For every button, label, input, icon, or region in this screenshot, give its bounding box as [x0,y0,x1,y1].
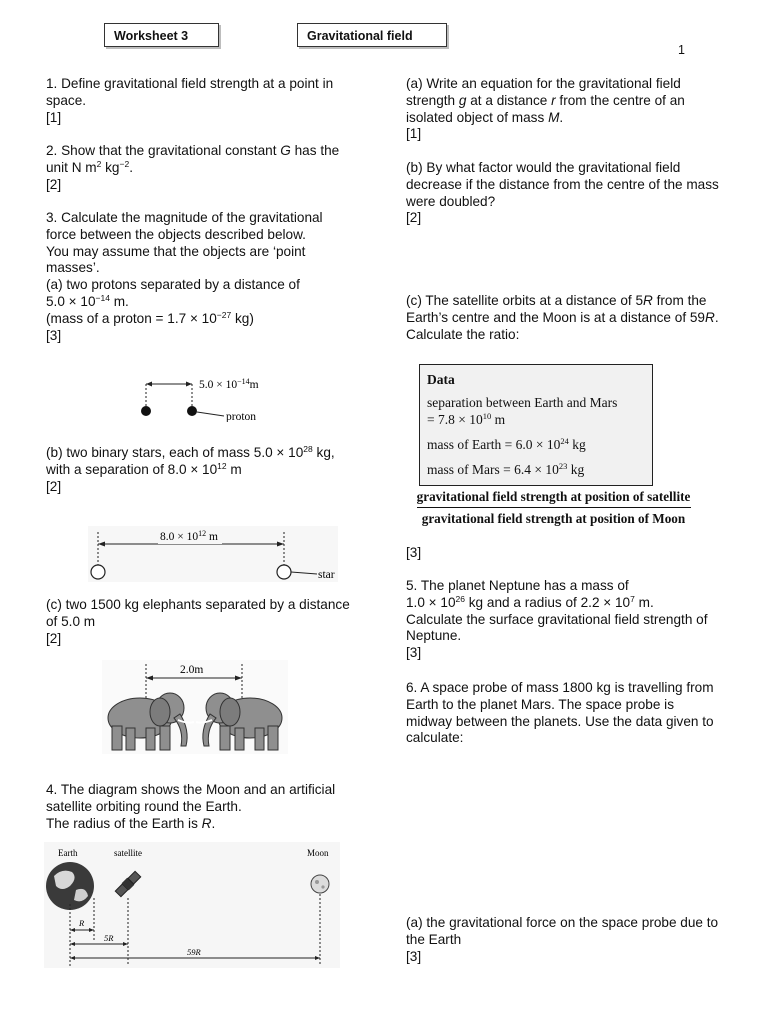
q2-marks: [2] [46,176,62,192]
q2-text: 2. Show that the gravitational constant G has the unit N $m^2$ $kg^{-2}$. [46,143,340,175]
question-4c [406,293,724,343]
ratio-fraction-bar [417,507,691,508]
star-1 [91,565,105,579]
ratio-numerator: gravitational field strength at position of satellite [416,489,691,504]
topic-label: Gravitational field [307,29,413,43]
q3b-marks: [2] [46,478,62,494]
question-4b [406,160,724,227]
elephants-distance-label: 2.0m [180,664,204,676]
q3-intro: 3. Calculate the magnitude of the gravitational force between the objects described below. [46,210,323,242]
moon-icon [311,875,329,893]
q5-line3: Calculate the surface gravitational field strength of Neptune. [406,611,708,644]
q5-line1: 5. The planet Neptune has a mass of [406,578,629,593]
elephant-left [108,693,194,750]
data-separation-line1: separation between Earth and Mars [427,395,618,410]
q1-marks: [1] [46,109,62,125]
protons-distance-label: $5.0 \times 10^{-14}m$ [199,377,259,391]
worksheet-label: Worksheet 3 [114,29,189,43]
star-label: star [318,569,335,581]
orbit-diagram [44,842,340,968]
data-box-title: Data [427,372,455,387]
distance-59r-label: 59R [187,947,201,957]
q1-text: 1. Define gravitational field strength at a point in space. [46,76,334,108]
topic-label-box [297,23,447,47]
elephants-diagram [102,660,288,754]
q3b-line1: (b) two binary stars, each of mass $5.0 \times 10^{28}$ kg, [46,444,335,460]
proton-2 [187,406,197,416]
q4-text: 4. The diagram shows the Moon and an artificial satellite orbiting round the Earth. [46,782,336,814]
distance-r-label: R [79,918,85,928]
stars-distance-label: $8.0 \times 10^{12}$ m [160,529,218,543]
protons-diagram [128,372,288,422]
q3c-marks: [2] [46,630,62,646]
question-3 [46,210,346,344]
stars-diagram [88,526,338,582]
q6a-marks: [3] [406,948,422,964]
q3c-text: (c) two 1500 kg elephants separated by a distance of 5.0 m [46,597,350,629]
question-3b [46,445,356,495]
elephant-right [196,693,282,750]
proton-label: proton [226,411,257,422]
q4c-marks: [3] [406,545,422,560]
ratio-denominator: gravitational field strength at position of Moon [421,511,686,526]
q6a-text: (a) the gravitational force on the space probe due to the Earth [406,915,719,947]
q4a-marks: [1] [406,126,422,142]
q3a-line3: (mass of a proton = $1.7 \times 10^{-27}$ kg) [46,309,254,326]
data-mass-mars: mass of Mars = $6.4 \times 10^{23}$ kg [427,461,585,477]
q4-radius: The radius of the Earth is R. [46,815,216,831]
q4b-marks: [2] [406,210,422,226]
q3b-line2: with a separation of $8.0 \times 10^{12}$ m [46,460,242,477]
earth-label: Earth [58,848,78,858]
q6-text: 6. A space probe of mass 1800 kg is travelling from Earth to the planet Mars. The space probe is midway between the planets. Use the data given to calculate: [406,680,714,746]
q3a-line1: (a) two protons separated by a distance of [46,277,300,293]
data-separation-line2: = $7.8 \times 10^{10}$ m [427,411,506,427]
data-box [419,364,653,486]
proton-1 [141,406,151,416]
moon-label: Moon [307,848,329,858]
question-4a [406,76,724,143]
question-1 [46,76,364,126]
worksheet-label-box [104,23,219,47]
q4b-text: (b) By what factor would the gravitational field decrease if the distance from the centre of the mass were doubled? [406,160,719,209]
q4c-text: (c) The satellite orbits at a distance of 5R from the Earth’s centre and the Moon is at a distance of 59R. Calculate the ratio: [406,293,719,342]
star-2 [277,565,291,579]
q3a-line2: $5.0 \times 10^{-14}$ m. [46,292,129,309]
earth-icon [46,862,94,910]
question-2 [46,143,364,193]
q5-line2: $1.0 \times 10^{26}$ kg and a radius of $2.2 \times 10^7$ m. [406,593,654,610]
distance-5r-label: 5R [104,933,114,943]
data-mass-earth: mass of Earth = $6.0 \times 10^{24}$ kg [427,436,586,452]
question-5 [406,578,724,662]
question-4 [46,782,351,832]
question-6a [406,915,736,965]
q3a-marks: [3] [46,327,62,343]
question-6 [406,680,714,747]
question-3c [46,597,351,647]
satellite-label: satellite [114,848,142,858]
q5-marks: [3] [406,645,422,661]
q3-assumption: You may assume that the objects are ‘point masses’. [46,243,306,276]
q4a-text: (a) Write an equation for the gravitational field strength g at a distance r from the centre of an isolated object of mass M. [406,76,685,125]
page-number: 1 [678,43,685,57]
